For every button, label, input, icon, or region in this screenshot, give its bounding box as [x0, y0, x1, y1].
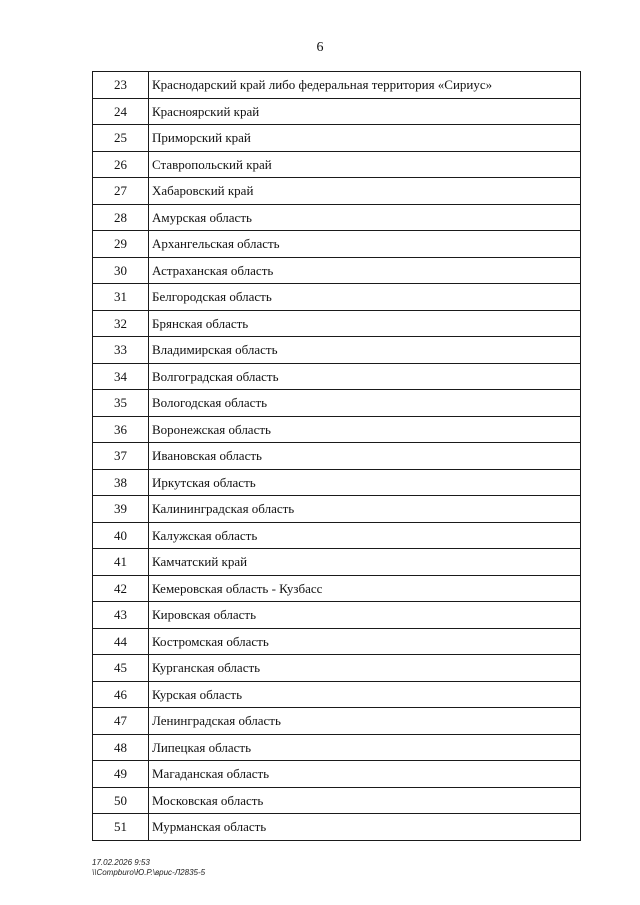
region-name-cell: Амурская область — [149, 204, 581, 231]
region-name-cell: Хабаровский край — [149, 178, 581, 205]
region-name-cell: Курганская область — [149, 655, 581, 682]
region-name-cell: Волгоградская область — [149, 363, 581, 390]
row-number-cell: 41 — [93, 549, 149, 576]
row-number-cell: 34 — [93, 363, 149, 390]
row-number-cell: 30 — [93, 257, 149, 284]
row-number-cell: 44 — [93, 628, 149, 655]
region-name-cell: Архангельская область — [149, 231, 581, 258]
region-name-cell: Кемеровская область - Кузбасс — [149, 575, 581, 602]
region-name-cell: Ленинградская область — [149, 708, 581, 735]
region-name-cell: Камчатский край — [149, 549, 581, 576]
table-row — [93, 231, 581, 258]
table-row — [93, 98, 581, 125]
table-row — [93, 761, 581, 788]
table-row — [93, 151, 581, 178]
table-row — [93, 178, 581, 205]
table-row — [93, 575, 581, 602]
table-row — [93, 522, 581, 549]
table-row — [93, 416, 581, 443]
region-name-cell: Липецкая область — [149, 734, 581, 761]
page-number: 6 — [316, 40, 324, 55]
regions-table-body — [93, 72, 581, 841]
region-name-cell: Магаданская область — [149, 761, 581, 788]
region-name-cell: Мурманская область — [149, 814, 581, 841]
row-number-cell: 35 — [93, 390, 149, 417]
row-number-cell: 38 — [93, 469, 149, 496]
row-number-cell: 42 — [93, 575, 149, 602]
region-name-cell: Московская область — [149, 787, 581, 814]
row-number-cell: 23 — [93, 72, 149, 99]
row-number-cell: 48 — [93, 734, 149, 761]
table-row — [93, 549, 581, 576]
row-number-cell: 26 — [93, 151, 149, 178]
region-name-cell: Белгородская область — [149, 284, 581, 311]
table-row — [93, 681, 581, 708]
region-name-cell: Воронежская область — [149, 416, 581, 443]
region-name-cell: Курская область — [149, 681, 581, 708]
region-name-cell: Калужская область — [149, 522, 581, 549]
table-row — [93, 204, 581, 231]
row-number-cell: 31 — [93, 284, 149, 311]
row-number-cell: 36 — [93, 416, 149, 443]
table-row — [93, 814, 581, 841]
row-number-cell: 50 — [93, 787, 149, 814]
region-name-cell: Краснодарский край либо федеральная территория «Сириус» — [149, 72, 581, 99]
row-number-cell: 47 — [93, 708, 149, 735]
row-number-cell: 25 — [93, 125, 149, 152]
table-row — [93, 734, 581, 761]
region-name-cell: Кировская область — [149, 602, 581, 629]
table-row — [93, 125, 581, 152]
table-row — [93, 655, 581, 682]
region-name-cell: Астраханская область — [149, 257, 581, 284]
region-name-cell: Красноярский край — [149, 98, 581, 125]
footer-file-path: \\Compburo\Ю.Р.\врис-Л2835-5 — [92, 868, 206, 877]
row-number-cell: 51 — [93, 814, 149, 841]
row-number-cell: 37 — [93, 443, 149, 470]
row-number-cell: 24 — [93, 98, 149, 125]
row-number-cell: 29 — [93, 231, 149, 258]
row-number-cell: 28 — [93, 204, 149, 231]
table-row — [93, 708, 581, 735]
table-row — [93, 257, 581, 284]
row-number-cell: 39 — [93, 496, 149, 523]
row-number-cell: 40 — [93, 522, 149, 549]
region-name-cell: Вологодская область — [149, 390, 581, 417]
table-row — [93, 443, 581, 470]
regions-table — [92, 71, 581, 841]
table-row — [93, 602, 581, 629]
region-name-cell: Приморский край — [149, 125, 581, 152]
table-row — [93, 284, 581, 311]
table-row — [93, 469, 581, 496]
table-row — [93, 363, 581, 390]
row-number-cell: 49 — [93, 761, 149, 788]
region-name-cell: Иркутская область — [149, 469, 581, 496]
footer-timestamp: 17.02.2026 9:53 — [92, 858, 150, 867]
table-row — [93, 310, 581, 337]
table-row — [93, 337, 581, 364]
row-number-cell: 33 — [93, 337, 149, 364]
region-name-cell: Костромская область — [149, 628, 581, 655]
row-number-cell: 46 — [93, 681, 149, 708]
row-number-cell: 43 — [93, 602, 149, 629]
table-row — [93, 390, 581, 417]
region-name-cell: Брянская область — [149, 310, 581, 337]
row-number-cell: 32 — [93, 310, 149, 337]
table-row — [93, 787, 581, 814]
region-name-cell: Калининградская область — [149, 496, 581, 523]
region-name-cell: Владимирская область — [149, 337, 581, 364]
region-name-cell: Ставропольский край — [149, 151, 581, 178]
table-row — [93, 628, 581, 655]
table-row — [93, 496, 581, 523]
table-row — [93, 72, 581, 99]
row-number-cell: 27 — [93, 178, 149, 205]
document-footer — [92, 858, 205, 878]
region-name-cell: Ивановская область — [149, 443, 581, 470]
row-number-cell: 45 — [93, 655, 149, 682]
